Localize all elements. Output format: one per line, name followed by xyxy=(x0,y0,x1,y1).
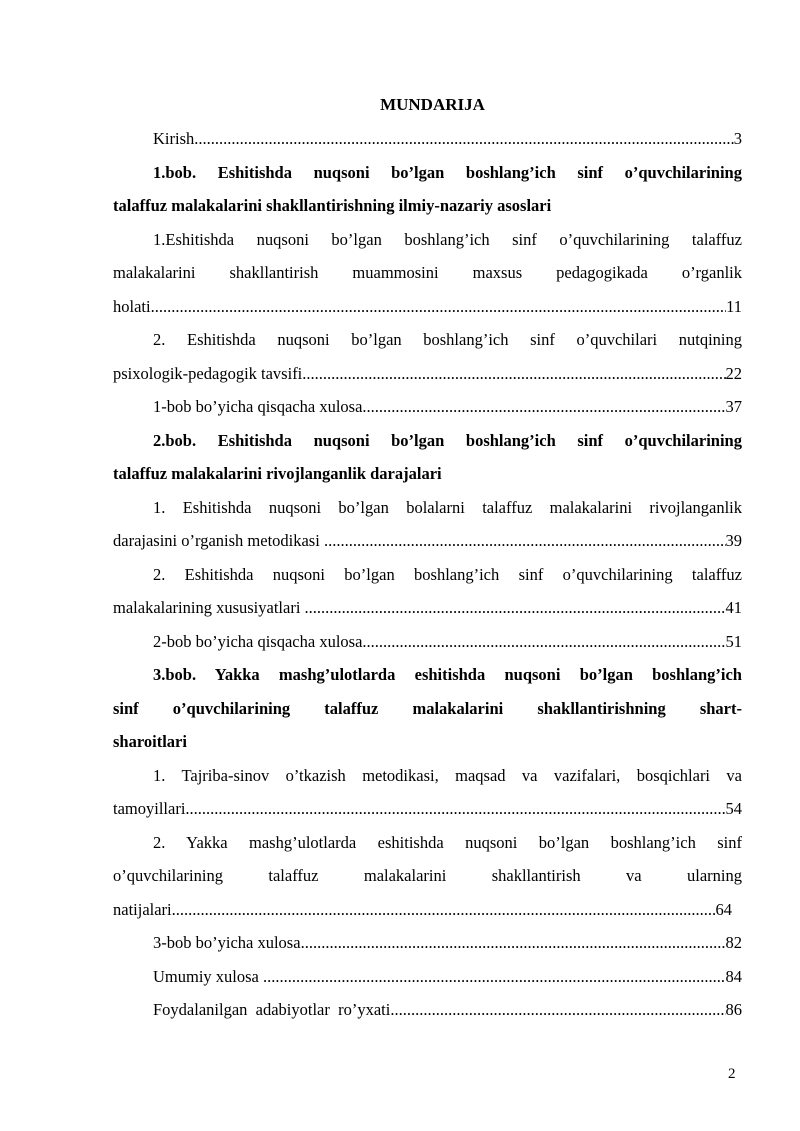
toc-entry-psixologik xyxy=(113,357,742,391)
chapter-3-title-line: sharoitlari xyxy=(113,732,187,751)
dot-leader xyxy=(194,122,734,156)
toc-entry-text: tamoyillari xyxy=(113,799,186,818)
dot-leader xyxy=(301,926,726,960)
toc-entry-text: holati xyxy=(113,296,151,316)
toc-entry-text: Foydalanilgan adabiyotlar ro’yxati xyxy=(153,1000,391,1019)
toc-entry-kirish xyxy=(113,122,742,156)
toc-entry-text: darajasini o’rganish metodikasi xyxy=(113,531,324,550)
toc-entry-malakalarining xyxy=(113,591,742,625)
toc-entry-ch2-summary xyxy=(113,625,742,659)
dot-leader xyxy=(185,792,725,826)
toc-entry-conclusion xyxy=(113,960,742,994)
toc-entry-text: malakalarining xususiyatlari xyxy=(113,598,305,617)
toc-entry-ch1-summary xyxy=(113,390,742,424)
toc-page-number: 82 xyxy=(725,933,742,952)
toc-entry-tamoyillari xyxy=(113,792,742,826)
dot-leader xyxy=(263,960,726,994)
toc-entry-ch3-summary xyxy=(113,926,742,960)
toc-entry-line: 2. Eshitishda nuqsoni bo’lgan boshlang’ich sinf o’quvchilari nutqining xyxy=(153,330,742,349)
dot-leader xyxy=(172,893,716,927)
toc-page-number: 39 xyxy=(725,531,742,550)
toc-entry-line: 2. Eshitishda nuqsoni bo’lgan boshlang’ich sinf o’quvchilarining talaffuz xyxy=(153,564,742,584)
toc-entry-references xyxy=(113,993,742,1027)
toc-page-number: 41 xyxy=(725,598,742,617)
chapter-3-title-line: sinf o’quvchilarining talaffuz malakalarini shakllantirishning shart- xyxy=(113,698,742,718)
toc-page-number: 86 xyxy=(725,1000,742,1019)
toc-entry-text: psixologik-pedagogik tavsifi xyxy=(113,363,303,383)
toc-entry-line: 1. Eshitishda nuqsoni bo’lgan bolalarni talaffuz malakalarini rivojlanganlik xyxy=(153,497,742,517)
page-number: 2 xyxy=(728,1066,736,1082)
toc-page-number: 51 xyxy=(725,631,742,651)
toc-entry-holati xyxy=(113,290,742,324)
dot-leader xyxy=(324,524,726,558)
dot-leader xyxy=(362,625,725,659)
toc-entry-text: natijalari xyxy=(113,899,172,919)
toc-entry-line: 2. Yakka mashg’ulotlarda eshitishda nuqsoni bo’lgan boshlang’ich sinf xyxy=(153,832,742,852)
toc-page-number: 84 xyxy=(725,966,742,986)
toc-page-number: 37 xyxy=(725,397,742,416)
chapter-1-title-line: talaffuz malakalarini shakllantirishning ilmiy-nazariy asoslari xyxy=(113,196,552,215)
toc-entry-text: 3-bob bo’yicha xulosa xyxy=(153,933,301,952)
toc-page-number: 54 xyxy=(725,799,742,818)
toc-entry-text: 1-bob bo’yicha qisqacha xulosa xyxy=(153,397,363,416)
chapter-1-title-line: 1.bob. Eshitishda nuqsoni bo’lgan boshlang’ich sinf o’quvchilarining xyxy=(153,162,742,182)
dot-leader xyxy=(305,591,726,625)
toc-entry-line: 1.Eshitishda nuqsoni bo’lgan boshlang’ich sinf o’quvchilarining talaffuz xyxy=(153,229,742,249)
toc-entry-text: 2-bob bo’yicha qisqacha xulosa xyxy=(153,631,363,651)
toc-page-number: 3 xyxy=(733,129,742,148)
toc-entry-text: Umumiy xulosa xyxy=(153,966,263,986)
toc-entry-line: 1. Tajriba-sinov o’tkazish metodikasi, maqsad va vazifalari, bosqichlari va xyxy=(153,765,742,785)
toc-entry-natijalari xyxy=(113,893,742,927)
table-of-contents xyxy=(113,88,742,1027)
toc-entry-line: malakalarini shakllantirish muammosini maxsus pedagogikada o’rganlik xyxy=(113,263,742,282)
dot-leader xyxy=(390,993,725,1027)
toc-entry-text: Kirish xyxy=(153,129,195,148)
dot-leader xyxy=(151,290,727,324)
chapter-3-title-line: 3.bob. Yakka mashg’ulotlarda eshitishda nuqsoni bo’lgan boshlang’ich xyxy=(153,665,742,684)
toc-entry-line: o’quvchilarining talaffuz malakalarini shakllantirish va ularning xyxy=(113,866,742,885)
dot-leader xyxy=(302,357,725,391)
dot-leader xyxy=(362,390,725,424)
toc-page-number: 11 xyxy=(726,296,742,316)
page-title: MUNDARIJA xyxy=(380,95,485,114)
chapter-2-title-line: talaffuz malakalarini rivojlanganlik darajalari xyxy=(113,464,442,483)
toc-entry-darajasini xyxy=(113,524,742,558)
toc-page-number: 22 xyxy=(725,363,742,383)
chapter-2-title-line: 2.bob. Eshitishda nuqsoni bo’lgan boshlang’ich sinf o’quvchilarining xyxy=(153,430,742,450)
toc-page-number: 64 xyxy=(715,899,732,919)
